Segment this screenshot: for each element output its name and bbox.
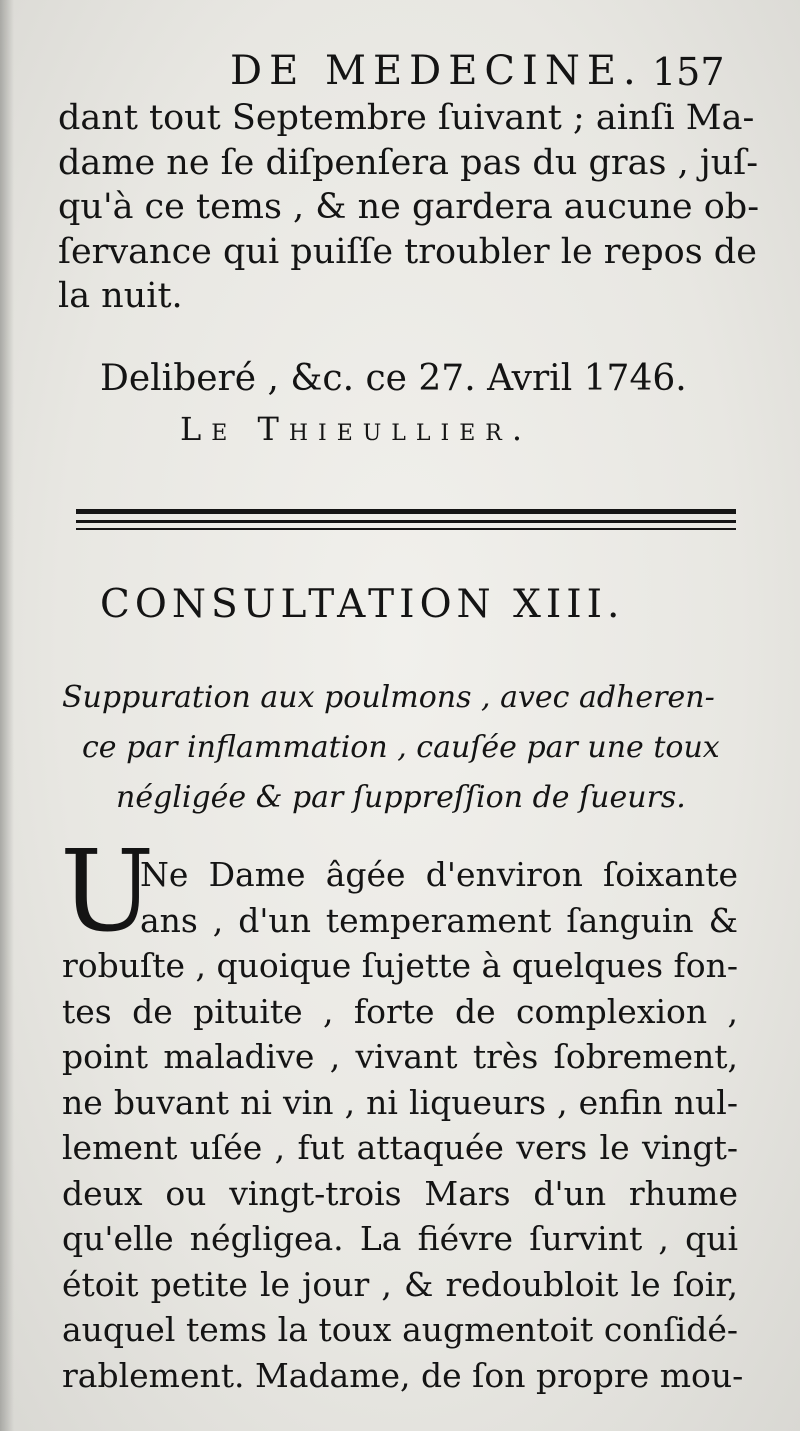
continued-paragraph xyxy=(58,96,760,319)
consultation-heading: CONSULTATION XIII. xyxy=(100,582,625,627)
text-line: qu'elle négligea. La fiévre ſurvint , qui xyxy=(62,1219,738,1258)
text-line: dant tout Septembre ſuivant ; ainſi Ma- xyxy=(58,98,755,138)
text-line: robuſte , quoique ſujette à quelques fon- xyxy=(62,946,738,985)
text-line: auquel tems la toux augmentoit conſidé- xyxy=(62,1310,738,1349)
subtitle-line: Suppuration aux poulmons , avec adheren- xyxy=(62,680,715,715)
text-line: dame ne ſe diſpenſera pas du gras , juſ- xyxy=(58,142,759,183)
section-rule xyxy=(76,528,736,530)
section-rule xyxy=(76,520,736,523)
text-line: deux ou vingt-trois Mars d'un rhume xyxy=(62,1173,738,1213)
text-line: qu'à ce tems , & ne gardera aucune ob- xyxy=(58,187,760,227)
text-line: étoit petite le jour , & redoubloit le ſoir, xyxy=(62,1264,738,1304)
text-line: lement uſée , fut attaquée vers le vingt- xyxy=(62,1128,738,1167)
subtitle-line: ce par inflammation , cauſée par une toux xyxy=(82,730,720,765)
consultation-body xyxy=(62,852,744,1398)
text-line: ſervance qui puiſſe troubler le repos de xyxy=(58,231,757,272)
text-line: ans , d'un temperament ſanguin & xyxy=(140,900,738,940)
text-line: Ne Dame âgée d'environ ſoixante xyxy=(140,855,738,894)
text-line: tes de pituite , forte de complexion , xyxy=(62,991,738,1031)
running-head-title: DE MEDECINE. xyxy=(230,48,643,94)
text-line: la nuit. xyxy=(58,276,183,316)
text-line: rablement. Madame, de ſon propre mou- xyxy=(62,1355,744,1395)
spine-shadow xyxy=(0,0,14,1431)
section-rule xyxy=(76,509,736,514)
text-line: ne buvant ni vin , ni liqueurs , enfin nul- xyxy=(62,1082,738,1122)
signature: Le Thieullier. xyxy=(180,410,533,448)
consultation-subtitle xyxy=(62,673,762,823)
page-number: 157 xyxy=(652,50,725,94)
deliberation-date: Deliberé , &c. ce 27. Avril 1746. xyxy=(100,358,687,399)
running-head xyxy=(0,48,800,98)
text-line: point maladive , vivant très ſobrement, xyxy=(62,1037,738,1076)
subtitle-line: négligée & par ſuppreſſion de ſueurs. xyxy=(116,780,686,815)
drop-cap: U xyxy=(60,827,155,957)
